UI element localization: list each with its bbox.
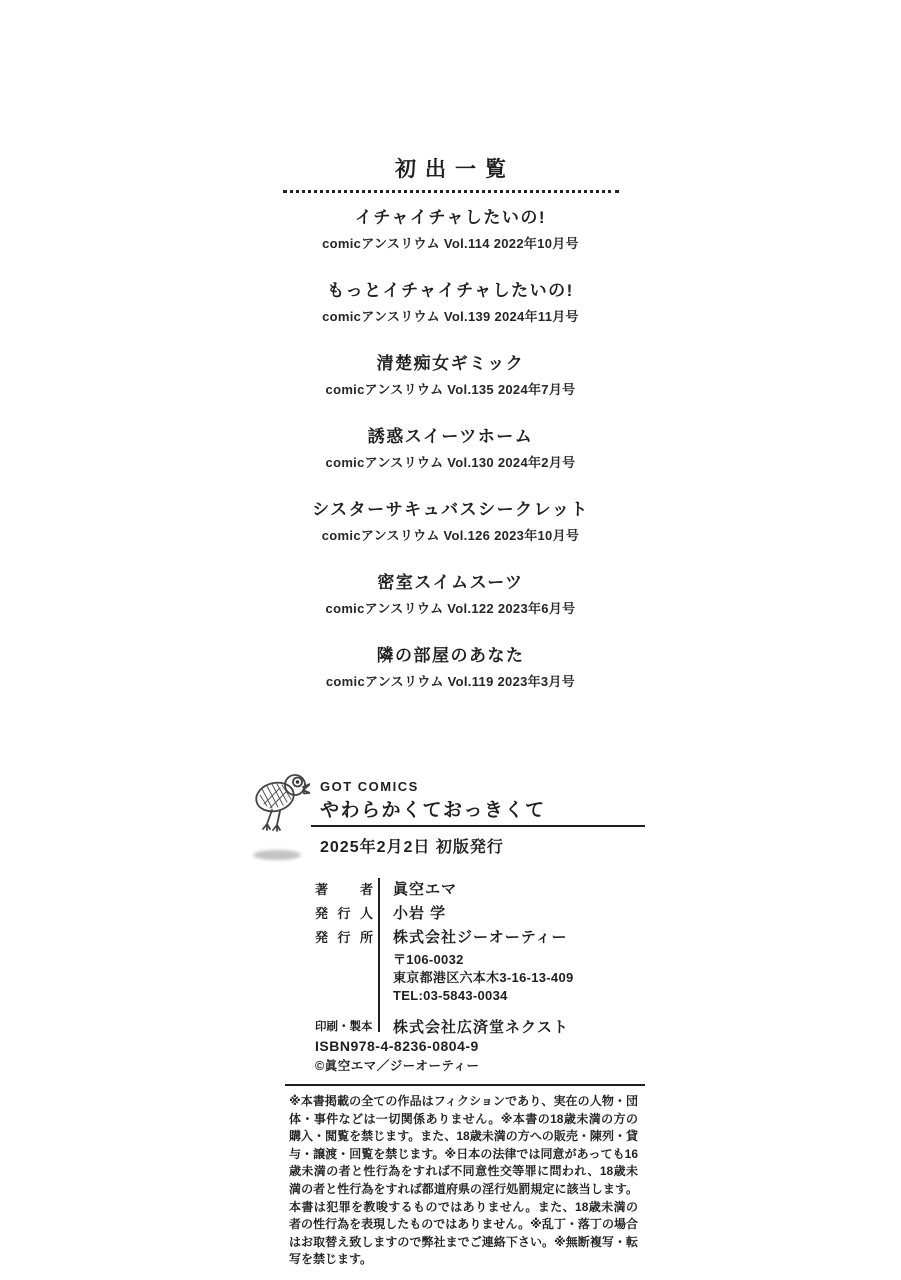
work-title: 誘惑スイーツホーム	[367, 427, 534, 446]
work-title: 清楚痴女ギミック	[376, 354, 525, 373]
work-title: イチャイチャしたいの!	[354, 208, 547, 227]
logo-shadow	[253, 850, 301, 860]
list-heading: 初出一覧	[395, 158, 515, 181]
book-title: やわらかくておっきくて	[320, 800, 546, 821]
credit-row	[315, 924, 645, 948]
credit-value-publisher-company: 株式会社ジーオーティー	[393, 928, 568, 946]
phone-number: TEL:03-5843-0034	[393, 988, 508, 1003]
work-source: comicアンスリウム Vol.139 2024年11月号	[322, 309, 579, 324]
credit-row	[315, 876, 645, 900]
bird-doodle-icon	[252, 768, 310, 855]
credit-value-publisher-person: 小岩 学	[393, 904, 447, 922]
list-item	[312, 499, 589, 544]
first-publication-list	[0, 158, 901, 690]
work-title: 隣の部屋のあなた	[376, 646, 525, 665]
copyright: ©眞空エマ／ジーオーティー	[315, 1059, 480, 1073]
disclaimer-rule	[285, 1084, 645, 1086]
title-rule	[311, 825, 645, 827]
credit-label-printing: 印刷・製本	[315, 1021, 373, 1033]
credits-block	[315, 876, 645, 1038]
publication-entries	[312, 207, 589, 690]
publisher-address	[393, 951, 645, 1005]
credit-label-author: 著者	[315, 881, 373, 897]
credit-label-publisher-company: 発行所	[315, 929, 373, 945]
work-source: comicアンスリウム Vol.114 2022年10月号	[322, 236, 579, 251]
street-address: 東京都港区六本木3-16-13-409	[393, 970, 574, 985]
list-item	[326, 645, 575, 690]
credit-value-author: 眞空エマ	[393, 880, 458, 898]
list-item	[326, 572, 576, 617]
list-item	[326, 426, 576, 471]
work-source: comicアンスリウム Vol.122 2023年6月号	[325, 601, 576, 616]
credit-row	[315, 900, 645, 924]
disclaimer-text: ※本書掲載の全ての作品はフィクションであり、実在の人物・団体・事件などは一切関係ありません。※本書の18歳未満の方の購入・閲覧を禁じます。また、18歳未満の方への販売・陳列・貸与・譲渡・回覧を禁じます。※日本の法律では同意があっても16歳未満の者と性行為をすれば不同意性交等罪に問われ、18歳未満の者と性行為をすれば都道府県の淫行処罰規定に該当します。本書は犯罪を教唆するものではありません。また、18歳未満の者の性行為を表現したものではありません。※乱丁・落丁の場合はお取替え致しますので弊社までご連絡下さい。※無断複写・転写を禁じます。	[289, 1094, 638, 1267]
credit-row	[315, 1014, 645, 1038]
work-source: comicアンスリウム Vol.135 2024年7月号	[325, 382, 576, 397]
credits-vertical-rule	[378, 878, 380, 1032]
isbn: ISBN978-4-8236-0804-9	[315, 1038, 479, 1054]
edition-date: 2025年2月2日 初版発行	[320, 839, 504, 856]
dotted-divider	[283, 190, 619, 193]
work-title: 密室スイムスーツ	[377, 573, 524, 592]
list-item	[322, 207, 579, 252]
work-source: comicアンスリウム Vol.119 2023年3月号	[325, 674, 576, 689]
credit-value-printing: 株式会社広済堂ネクスト	[393, 1018, 569, 1036]
work-title: シスターサキュバスシークレット	[312, 500, 589, 519]
imprint-label: GOT COMICS	[320, 779, 419, 794]
credit-label-publisher-person: 発行人	[315, 905, 373, 921]
postal-code: 〒106-0032	[393, 952, 464, 967]
list-item	[326, 353, 576, 398]
work-title: もっとイチャイチャしたいの!	[327, 281, 574, 300]
list-item	[322, 280, 579, 325]
work-source: comicアンスリウム Vol.130 2024年2月号	[325, 455, 576, 470]
work-source: comicアンスリウム Vol.126 2023年10月号	[321, 528, 580, 543]
